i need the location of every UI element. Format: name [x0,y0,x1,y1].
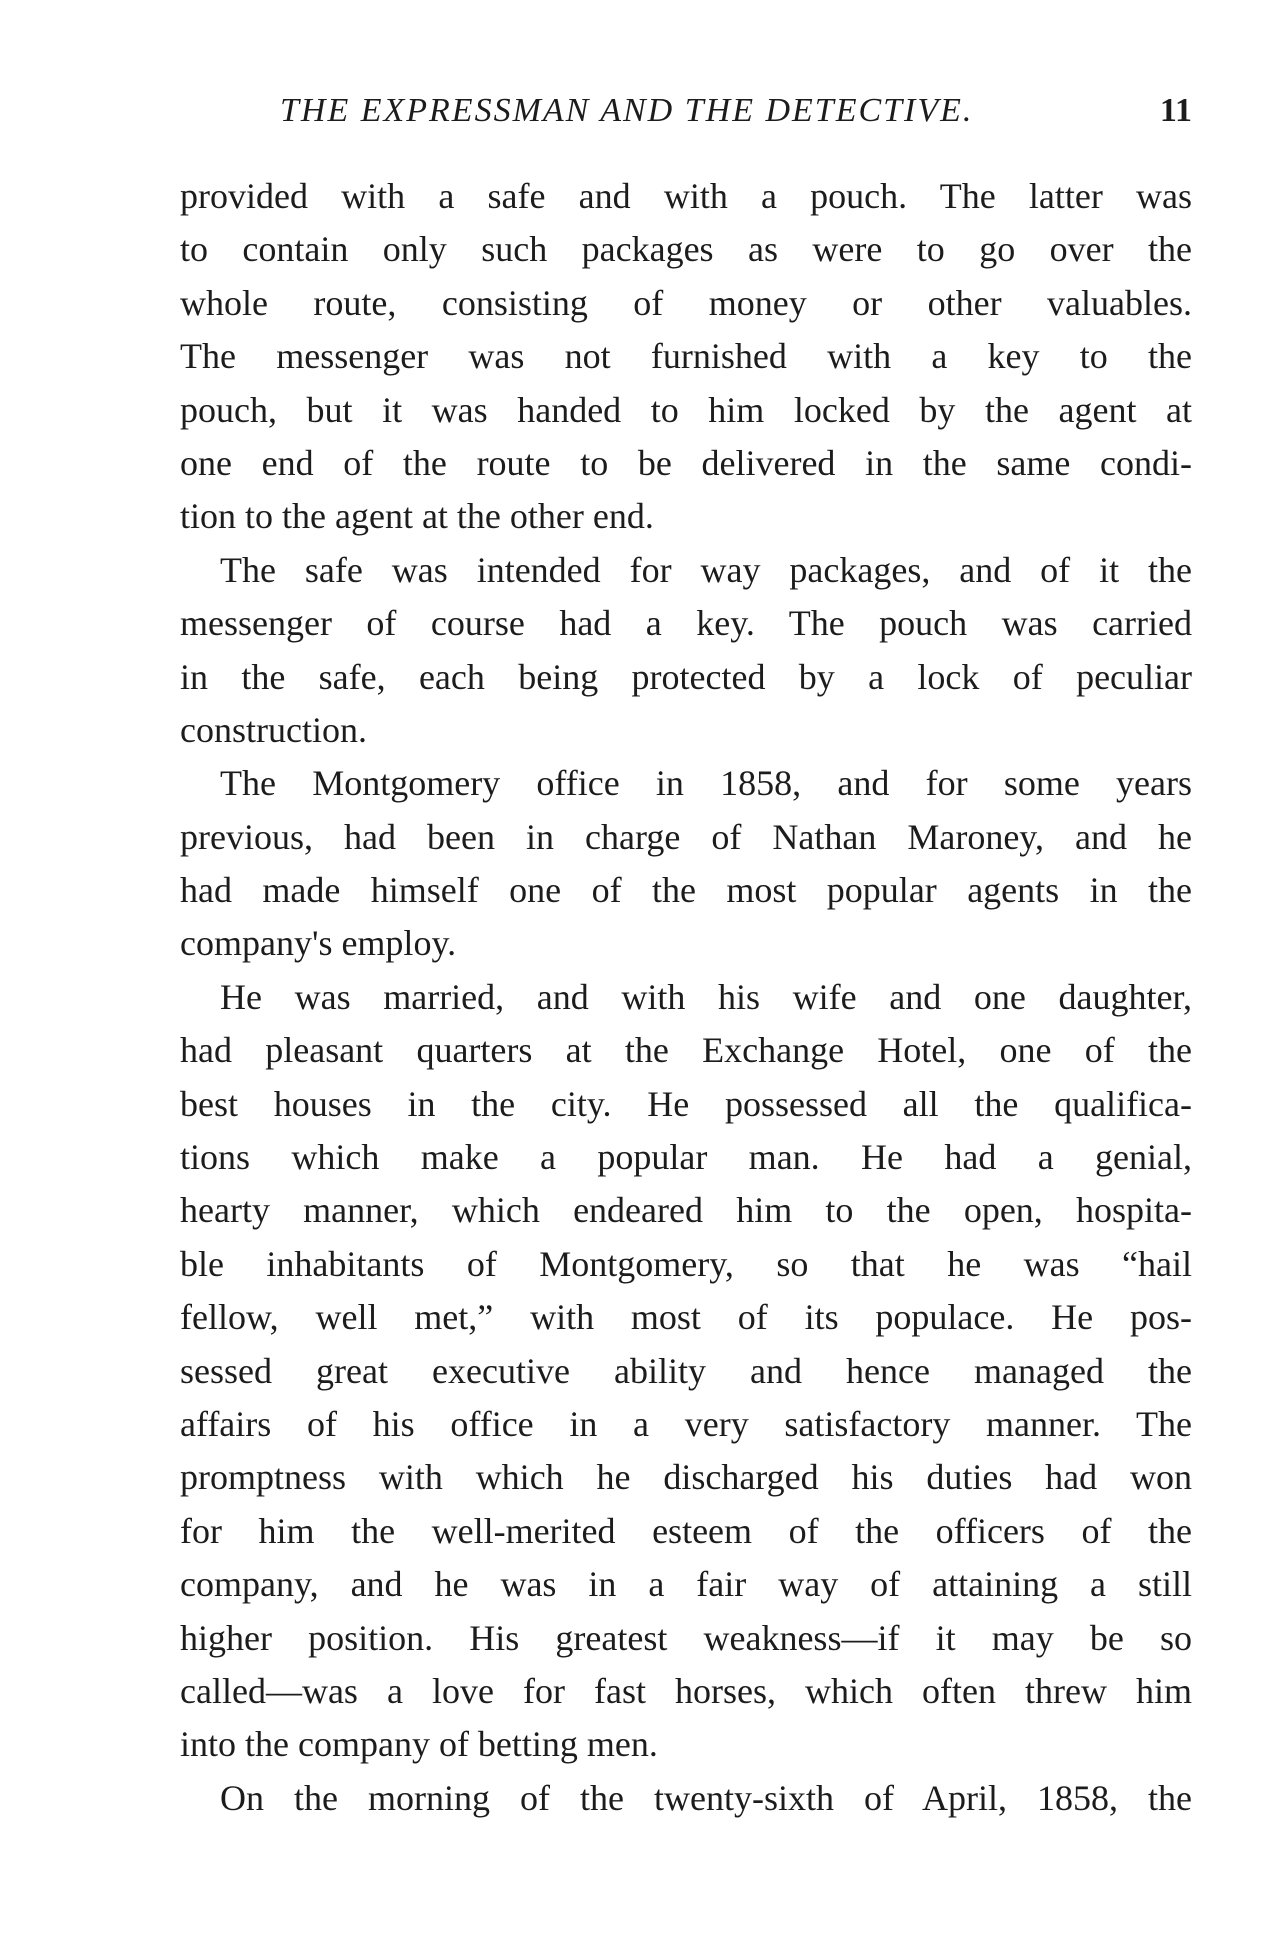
text-line: tion to the agent at the other end. [180,496,654,537]
text-line: ble inhabitants of Montgomery, so that he was “hail [180,1243,1192,1284]
text-line: fellow, well met,” with most of its populace. He pos- [180,1297,1192,1338]
text-line: company, and he was in a fair way of attaining a still [180,1564,1192,1605]
text-line: affairs of his office in a very satisfactory manner. The [180,1403,1192,1444]
text-line: company's employ. [180,923,457,964]
text-line: for him the well-merited esteem of the officers of the [180,1510,1192,1551]
text-line: promptness with which he discharged his duties had won [180,1457,1192,1498]
text-line: higher position. His greatest weakness—if it may be so [180,1617,1192,1658]
body-text [180,170,1192,1825]
text-line: in the safe, each being protected by a lock of peculiar [180,656,1192,697]
paragraph-start-line: The safe was intended for way packages, and of it the [220,549,1192,590]
text-line: pouch, but it was handed to him locked by the agent at [180,389,1192,430]
text-line: into the company of betting men. [180,1724,658,1765]
text-line: had pleasant quarters at the Exchange Hotel, one of the [180,1030,1192,1071]
text-line: sessed great executive ability and hence managed the [180,1350,1192,1391]
text-line: best houses in the city. He possessed all the qualifica- [180,1083,1192,1124]
page-number: 11 [1159,92,1192,129]
text-line: messenger of course had a key. The pouch was carried [180,603,1192,644]
text-line: tions which make a popular man. He had a genial, [180,1137,1192,1178]
running-head [180,92,1192,142]
text-line: to contain only such packages as were to go over the [180,229,1192,270]
text-line: had made himself one of the most popular agents in the [180,870,1192,911]
text-line: hearty manner, which endeared him to the open, hospita- [180,1190,1192,1231]
text-line: called—was a love for fast horses, which often threw him [180,1670,1192,1711]
paragraph-start-line: The Montgomery office in 1858, and for some years [220,763,1192,804]
text-line: previous, had been in charge of Nathan Maroney, and he [180,816,1192,857]
text-line: one end of the route to be delivered in the same condi- [180,442,1192,483]
text-line: The messenger was not furnished with a key to the [180,336,1192,377]
paragraph-start-line: On the morning of the twenty-sixth of April, 1858, the [220,1777,1192,1818]
text-line: provided with a safe and with a pouch. The latter was [180,176,1192,216]
paragraph-start-line: He was married, and with his wife and one daughter, [220,976,1192,1017]
running-head-title: THE EXPRESSMAN AND THE DETECTIVE. [280,92,974,129]
text-line: whole route, consisting of money or other valuables. [180,282,1192,323]
text-line: construction. [180,709,367,750]
